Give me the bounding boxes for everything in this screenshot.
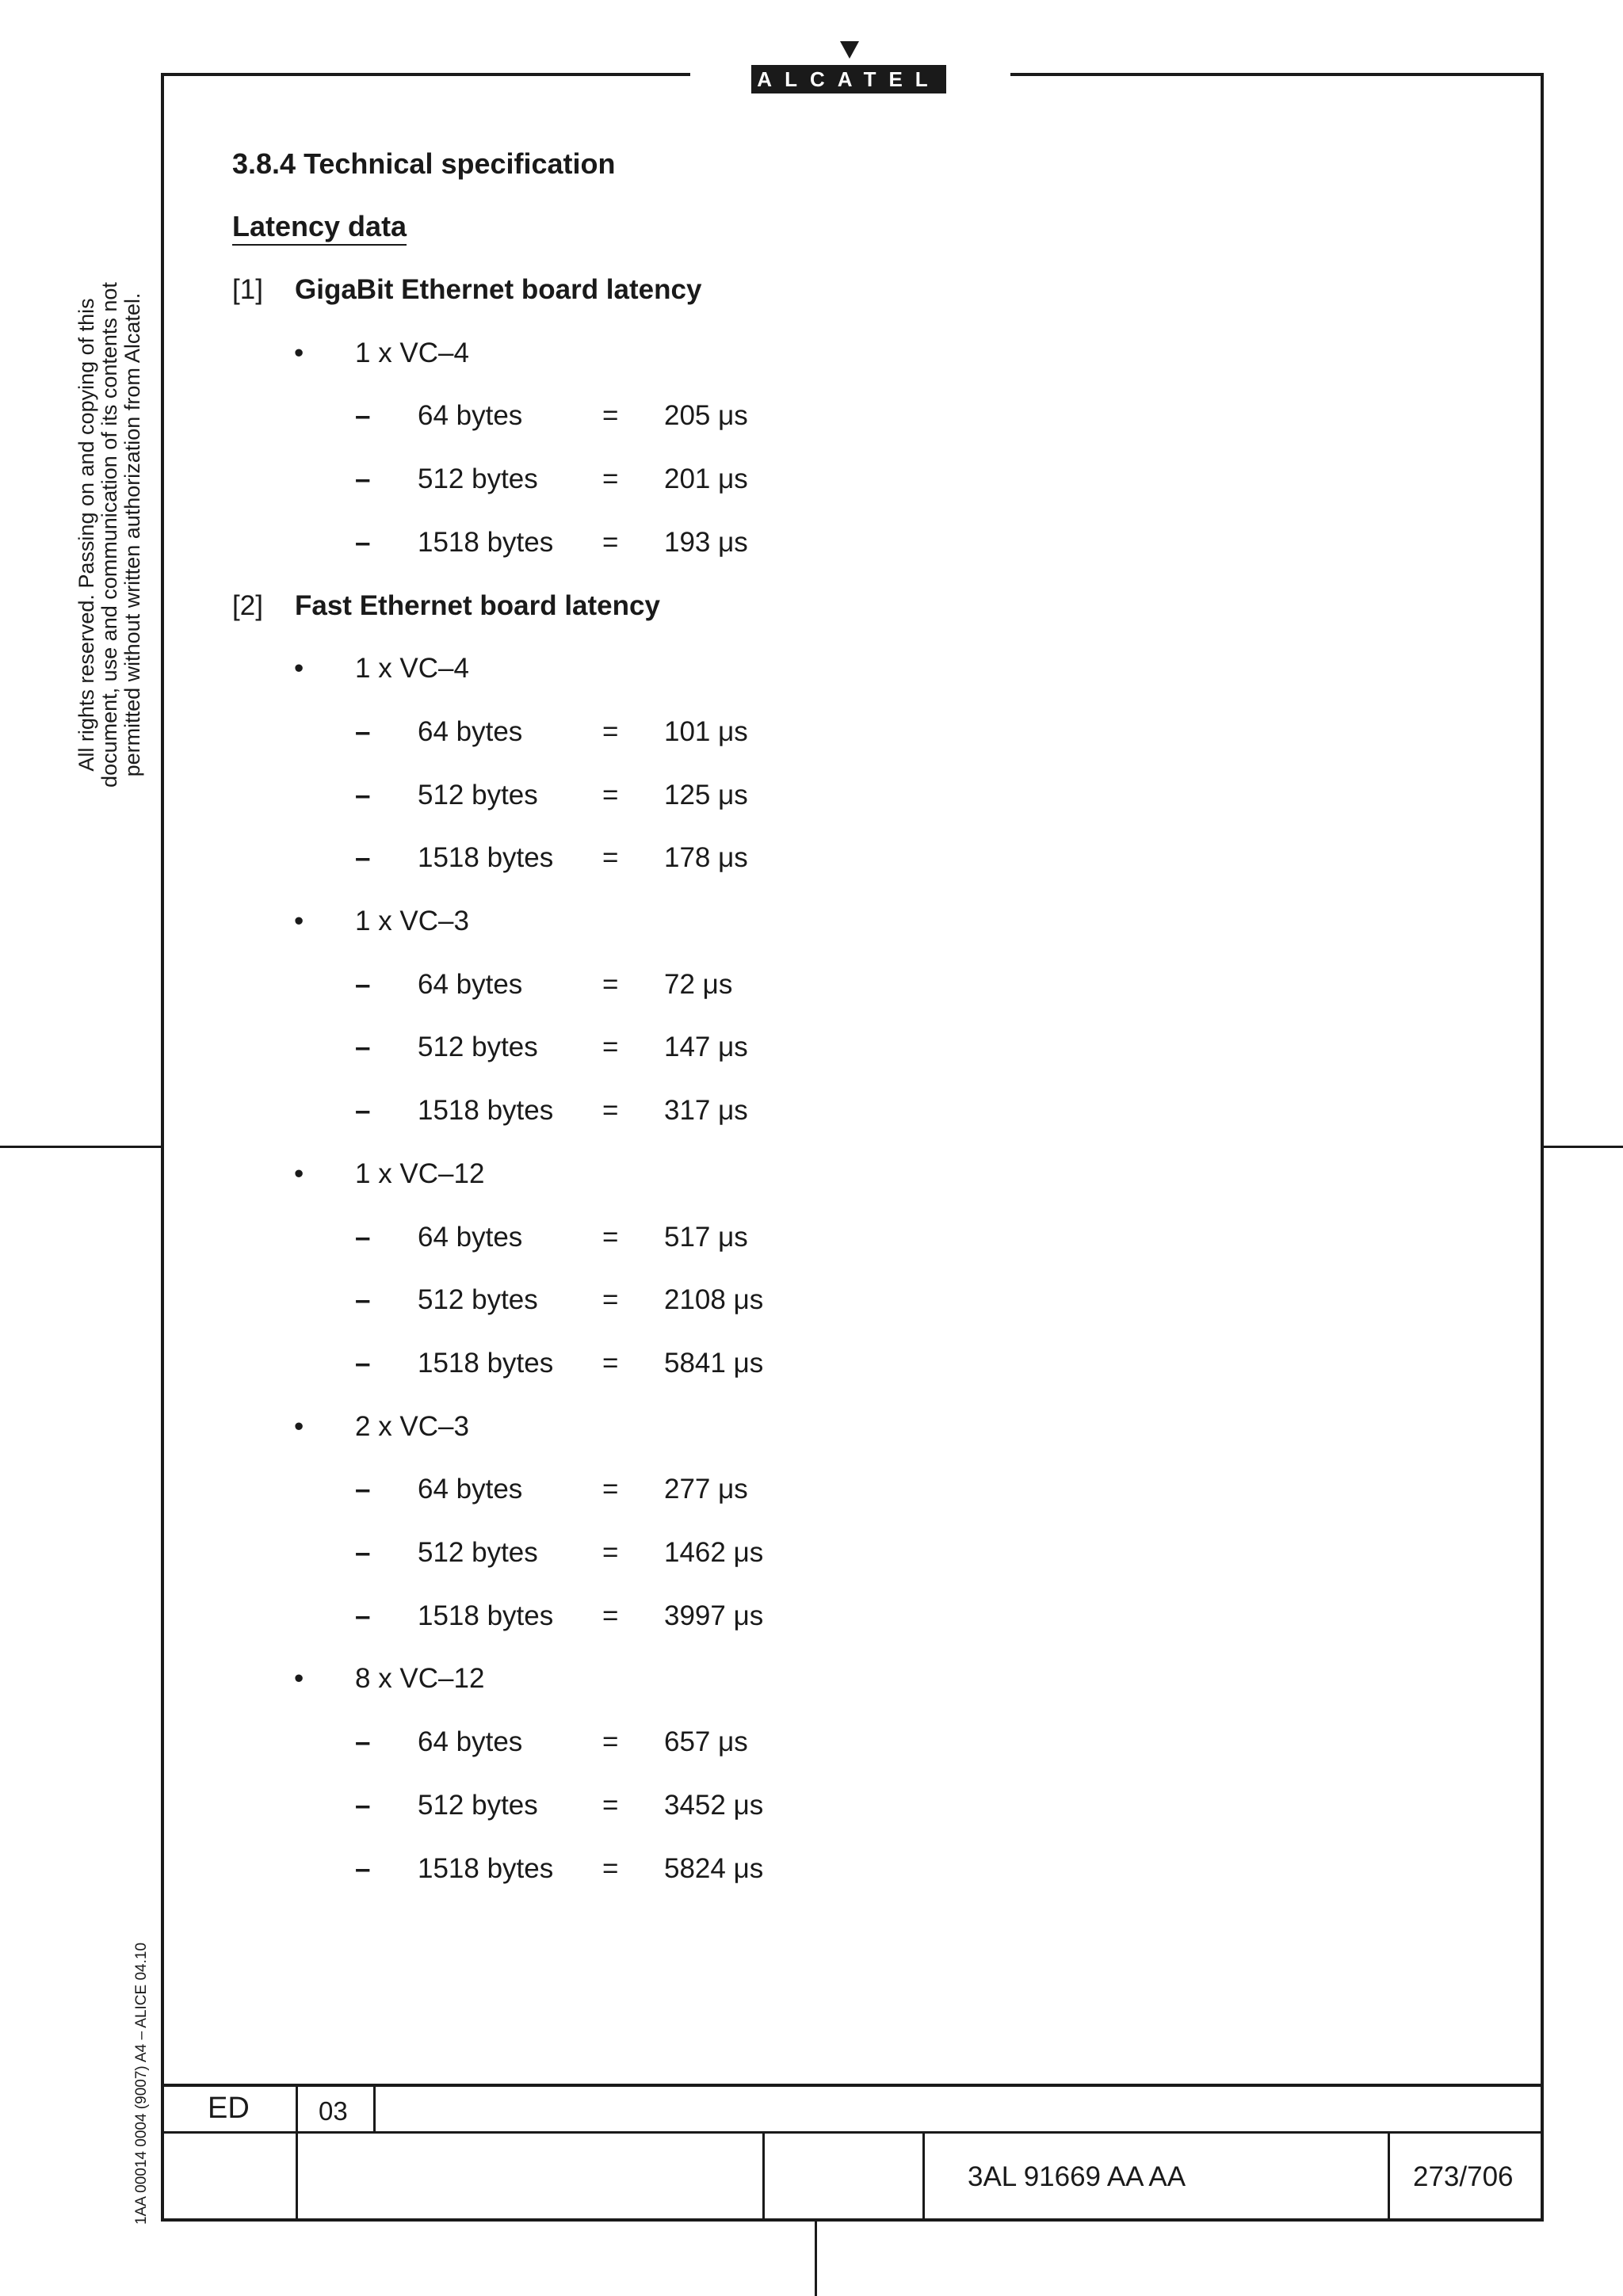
equals-sign: = [602,842,619,873]
tb-vline-5 [1388,2131,1390,2220]
dash-icon: – [355,400,371,431]
dash-icon: – [355,1095,371,1126]
equals-sign: = [602,527,619,558]
equals-sign: = [602,1222,619,1253]
packet-size: 64 bytes [418,969,523,1000]
section-title: 3.8.4 Technical specification [232,147,616,180]
latency-value: 178 μs [664,842,748,873]
bullet-icon: • [294,1158,304,1189]
frame-bottom [161,2218,1544,2222]
equals-sign: = [602,1790,619,1821]
document-code: 3AL 91669 AA AA [968,2161,1186,2192]
item-title: GigaBit Ethernet board latency [295,274,702,305]
bullet-icon: • [294,906,304,936]
packet-size: 1518 bytes [418,1095,554,1126]
packet-size: 512 bytes [418,1284,538,1315]
equals-sign: = [602,463,619,494]
group-label: 1 x VC–3 [355,906,469,936]
equals-sign: = [602,1474,619,1505]
group-label: 8 x VC–12 [355,1663,485,1694]
item-number: [1] [232,274,263,305]
group-label: 1 x VC–12 [355,1158,485,1189]
dash-icon: – [355,969,371,1000]
dash-icon: – [355,716,371,747]
latency-value: 72 μs [664,969,733,1000]
dash-icon: – [355,1853,371,1884]
subsection-title: Latency data [232,211,407,246]
latency-value: 5841 μs [664,1348,764,1379]
item-title: Fast Ethernet board latency [295,590,660,621]
dash-icon: – [355,842,371,873]
packet-size: 512 bytes [418,1032,538,1062]
tb-vline-1 [296,2084,298,2220]
equals-sign: = [602,1726,619,1757]
dash-icon: – [355,527,371,558]
dash-icon: – [355,1474,371,1505]
frame-top-right [1010,73,1544,76]
packet-size: 1518 bytes [418,1348,554,1379]
latency-value: 125 μs [664,780,748,810]
dash-icon: – [355,1284,371,1315]
right-margin-mark [1544,1146,1623,1148]
rights-notice: All rights reserved. Passing on and copying of this document, use and communication of its contents not permitted without written authorization from Alcatel. [74,282,144,788]
page-number: 273/706 [1413,2161,1514,2192]
latency-value: 2108 μs [664,1284,764,1315]
dash-icon: – [355,1790,371,1821]
dash-icon: – [355,780,371,810]
dash-icon: – [355,1348,371,1379]
equals-sign: = [602,400,619,431]
latency-value: 193 μs [664,527,748,558]
latency-value: 3997 μs [664,1600,764,1631]
packet-size: 64 bytes [418,716,523,747]
dash-icon: – [355,1032,371,1062]
equals-sign: = [602,1853,619,1884]
bottom-center-mark [815,2222,817,2296]
equals-sign: = [602,969,619,1000]
packet-size: 1518 bytes [418,1853,554,1884]
packet-size: 1518 bytes [418,842,554,873]
equals-sign: = [602,1348,619,1379]
bullet-icon: • [294,653,304,684]
dash-icon: – [355,1537,371,1568]
dash-icon: – [355,1726,371,1757]
latency-value: 3452 μs [664,1790,764,1821]
equals-sign: = [602,1537,619,1568]
packet-size: 64 bytes [418,1726,523,1757]
bullet-icon: • [294,338,304,368]
packet-size: 1518 bytes [418,1600,554,1631]
packet-size: 64 bytes [418,1222,523,1253]
packet-size: 64 bytes [418,400,523,431]
tb-mid-line [161,2131,1544,2134]
latency-value: 317 μs [664,1095,748,1126]
equals-sign: = [602,1095,619,1126]
packet-size: 512 bytes [418,1537,538,1568]
left-margin-mark [0,1146,161,1148]
equals-sign: = [602,716,619,747]
latency-value: 657 μs [664,1726,748,1757]
logo-triangle-icon [840,41,859,59]
equals-sign: = [602,780,619,810]
packet-size: 512 bytes [418,780,538,810]
packet-size: 1518 bytes [418,527,554,558]
latency-value: 201 μs [664,463,748,494]
bullet-icon: • [294,1411,304,1442]
bullet-icon: • [294,1663,304,1694]
edition-number: 03 [319,2096,348,2126]
equals-sign: = [602,1032,619,1062]
latency-value: 101 μs [664,716,748,747]
ed-label: ED [208,2092,250,2125]
group-label: 1 x VC–4 [355,338,469,368]
latency-value: 147 μs [664,1032,748,1062]
packet-size: 512 bytes [418,1790,538,1821]
group-label: 1 x VC–4 [355,653,469,684]
dash-icon: – [355,463,371,494]
latency-value: 5824 μs [664,1853,764,1884]
packet-size: 64 bytes [418,1474,523,1505]
tb-top-line [161,2084,1544,2087]
equals-sign: = [602,1284,619,1315]
tb-vline-4 [922,2131,925,2220]
latency-value: 277 μs [664,1474,748,1505]
tb-vline-2 [373,2084,376,2133]
latency-value: 205 μs [664,400,748,431]
tb-vline-3 [762,2131,765,2220]
latency-value: 517 μs [664,1222,748,1253]
dash-icon: – [355,1600,371,1631]
frame-top-left [161,73,690,76]
latency-value: 1462 μs [664,1537,764,1568]
item-number: [2] [232,590,263,621]
group-label: 2 x VC–3 [355,1411,469,1442]
frame-left [161,73,164,2222]
packet-size: 512 bytes [418,463,538,494]
dash-icon: – [355,1222,371,1253]
equals-sign: = [602,1600,619,1631]
alcatel-logo: ALCATEL [751,65,946,93]
form-code: 1AA 00014 0004 (9007) A4 – ALICE 04.10 [133,1942,150,2225]
